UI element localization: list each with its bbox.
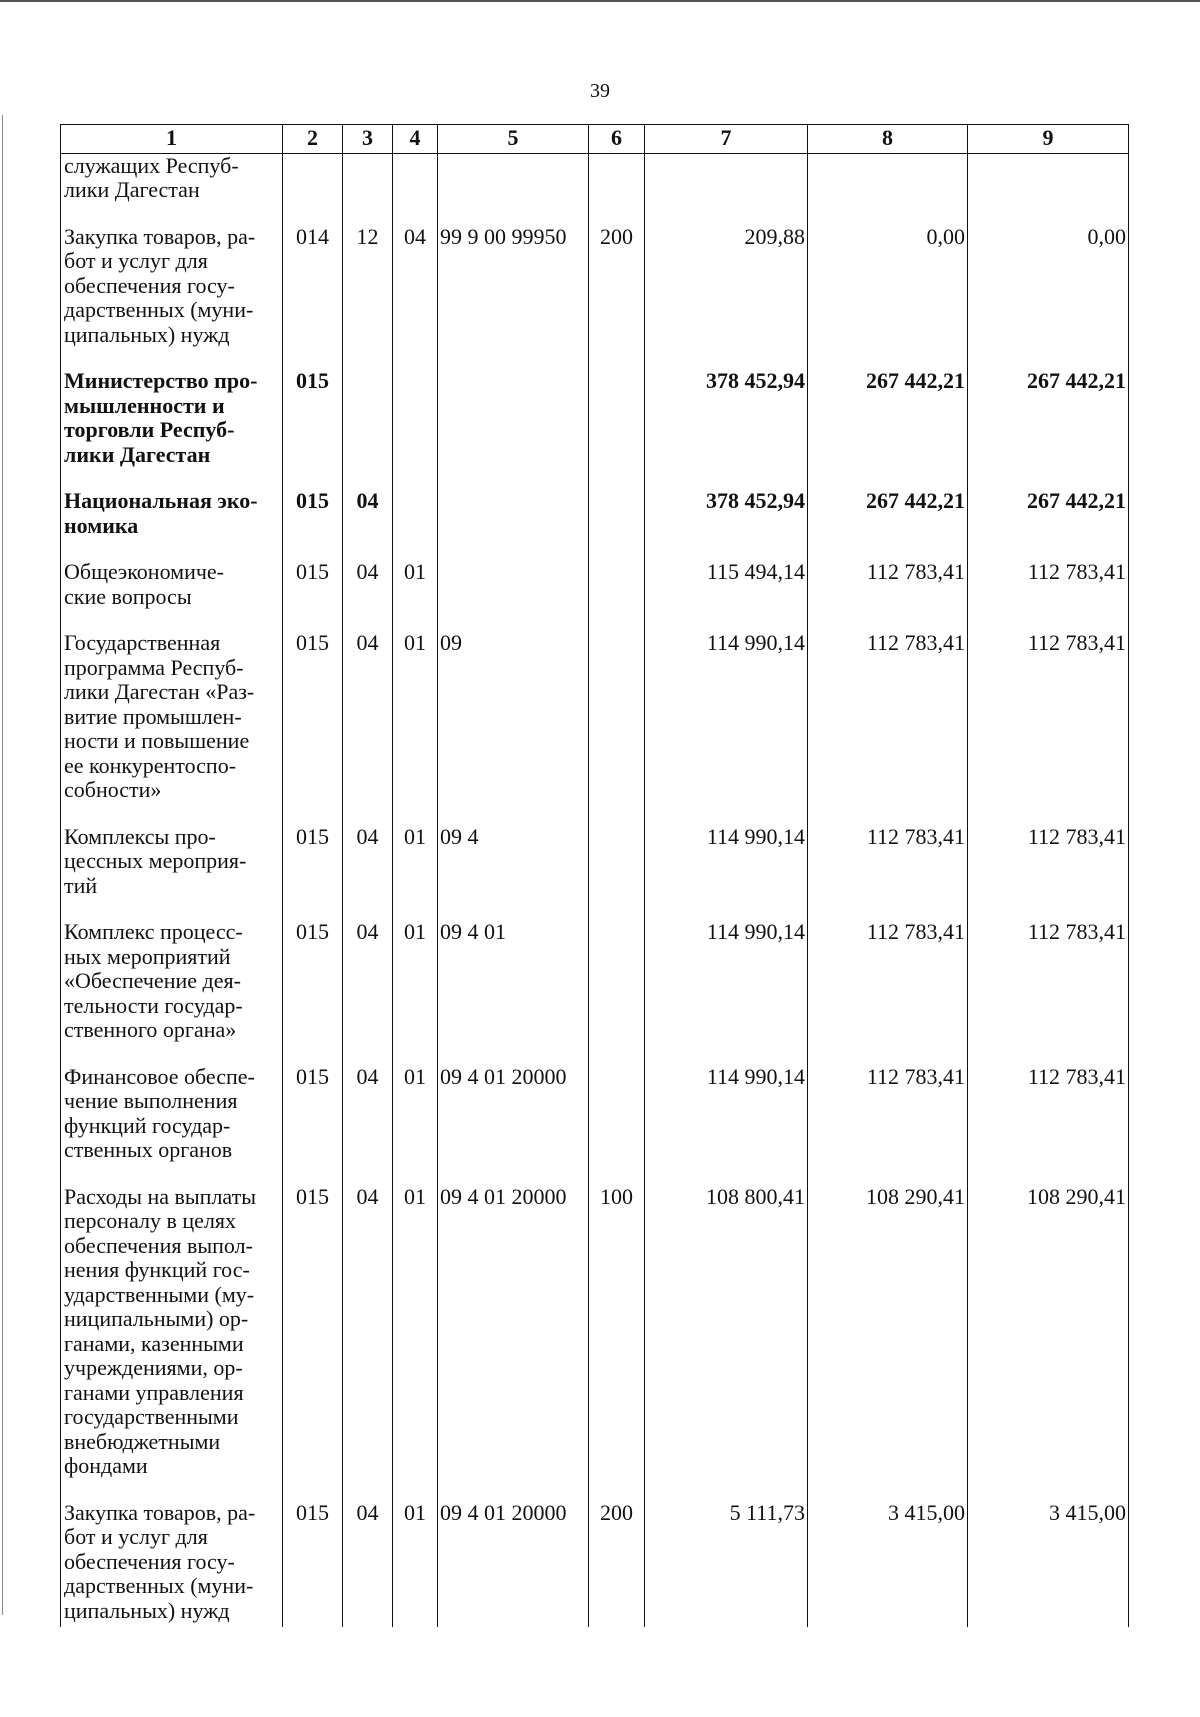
- cell-amount-8: 112 783,41: [808, 920, 968, 1065]
- cell-amount-8: 112 783,41: [808, 560, 968, 631]
- column-header-9: 9: [968, 125, 1129, 154]
- cell-ministry-code: 015: [283, 631, 343, 825]
- column-header-2: 2: [283, 125, 343, 154]
- cell-amount-8: 112 783,41: [808, 825, 968, 921]
- cell-expense-type: 200: [589, 225, 645, 370]
- cell-section-code: 04: [343, 1185, 393, 1501]
- cell-amount-9: 112 783,41: [968, 560, 1129, 631]
- cell-section-code: [343, 369, 393, 489]
- cell-amount-7: 378 452,94: [645, 489, 808, 560]
- column-header-4: 4: [393, 125, 438, 154]
- cell-amount-7: 115 494,14: [645, 560, 808, 631]
- cell-amount-7: 378 452,94: [645, 369, 808, 489]
- cell-amount-9: 112 783,41: [968, 1065, 1129, 1185]
- cell-amount-8: 3 415,00: [808, 1501, 968, 1628]
- cell-amount-7: 5 111,73: [645, 1501, 808, 1628]
- cell-target-article: [438, 369, 589, 489]
- cell-target-article: 09 4 01 20000: [438, 1501, 589, 1628]
- cell-section-code: 04: [343, 560, 393, 631]
- column-header-1: 1: [61, 125, 283, 154]
- cell-ministry-code: 015: [283, 825, 343, 921]
- scan-edge-left: [2, 115, 3, 1615]
- cell-name: Закупка товаров, ра- бот и услуг для обеспечения госу- дарственных (муни- ципальных) нужд: [61, 225, 283, 370]
- table-row: [61, 489, 1129, 560]
- cell-target-article: 09 4: [438, 825, 589, 921]
- cell-subsection-code: [393, 489, 438, 560]
- cell-ministry-code: [283, 153, 343, 225]
- cell-ministry-code: 014: [283, 225, 343, 370]
- cell-target-article: 09 4 01: [438, 920, 589, 1065]
- cell-section-code: 04: [343, 1065, 393, 1185]
- cell-amount-9: 267 442,21: [968, 489, 1129, 560]
- cell-expense-type: [589, 489, 645, 560]
- cell-amount-9: 108 290,41: [968, 1185, 1129, 1501]
- cell-amount-7: 209,88: [645, 225, 808, 370]
- cell-expense-type: [589, 560, 645, 631]
- cell-name: Закупка товаров, ра- бот и услуг для обеспечения госу- дарственных (муни- ципальных) нужд: [61, 1501, 283, 1628]
- column-header-7: 7: [645, 125, 808, 154]
- column-header-3: 3: [343, 125, 393, 154]
- cell-ministry-code: 015: [283, 1501, 343, 1628]
- table-row: [61, 1065, 1129, 1185]
- cell-expense-type: [589, 920, 645, 1065]
- cell-expense-type: [589, 153, 645, 225]
- cell-ministry-code: 015: [283, 560, 343, 631]
- cell-target-article: 09: [438, 631, 589, 825]
- cell-expense-type: 100: [589, 1185, 645, 1501]
- cell-name: Комплексы про- цессных мероприя- тий: [61, 825, 283, 921]
- table-row: [61, 153, 1129, 225]
- cell-amount-8: 267 442,21: [808, 369, 968, 489]
- cell-section-code: 04: [343, 920, 393, 1065]
- cell-amount-9: 112 783,41: [968, 631, 1129, 825]
- cell-expense-type: [589, 369, 645, 489]
- cell-section-code: [343, 153, 393, 225]
- cell-amount-7: 114 990,14: [645, 631, 808, 825]
- cell-target-article: 09 4 01 20000: [438, 1185, 589, 1501]
- scan-edge-top: [0, 0, 1200, 2]
- page-number: 39: [590, 80, 610, 102]
- cell-ministry-code: 015: [283, 369, 343, 489]
- cell-amount-8: 112 783,41: [808, 1065, 968, 1185]
- cell-amount-7: [645, 153, 808, 225]
- cell-amount-7: 114 990,14: [645, 920, 808, 1065]
- cell-amount-9: 0,00: [968, 225, 1129, 370]
- table-body: [61, 153, 1129, 1627]
- cell-amount-8: 112 783,41: [808, 631, 968, 825]
- cell-subsection-code: 01: [393, 560, 438, 631]
- cell-subsection-code: [393, 369, 438, 489]
- cell-name: Комплекс процесс- ных мероприятий «Обеспечение дея- тельности государ- ственного органа»: [61, 920, 283, 1065]
- cell-amount-8: 0,00: [808, 225, 968, 370]
- cell-name: Финансовое обеспе- чение выполнения функций государ- ственных органов: [61, 1065, 283, 1185]
- cell-target-article: [438, 560, 589, 631]
- cell-subsection-code: 01: [393, 1501, 438, 1628]
- cell-section-code: 04: [343, 1501, 393, 1628]
- cell-subsection-code: 01: [393, 1185, 438, 1501]
- cell-subsection-code: 01: [393, 631, 438, 825]
- cell-expense-type: [589, 825, 645, 921]
- cell-section-code: 04: [343, 631, 393, 825]
- cell-amount-8: [808, 153, 968, 225]
- table-row: [61, 225, 1129, 370]
- table-row: [61, 1501, 1129, 1628]
- cell-ministry-code: 015: [283, 920, 343, 1065]
- cell-section-code: 12: [343, 225, 393, 370]
- table-header-row: [61, 125, 1129, 154]
- cell-section-code: 04: [343, 825, 393, 921]
- cell-ministry-code: 015: [283, 1065, 343, 1185]
- column-header-8: 8: [808, 125, 968, 154]
- cell-target-article: 99 9 00 99950: [438, 225, 589, 370]
- cell-amount-9: 267 442,21: [968, 369, 1129, 489]
- cell-expense-type: [589, 1065, 645, 1185]
- cell-amount-9: 112 783,41: [968, 920, 1129, 1065]
- cell-target-article: 09 4 01 20000: [438, 1065, 589, 1185]
- table-row: [61, 1185, 1129, 1501]
- table-row: [61, 920, 1129, 1065]
- column-header-6: 6: [589, 125, 645, 154]
- cell-amount-7: 114 990,14: [645, 1065, 808, 1185]
- cell-subsection-code: 01: [393, 920, 438, 1065]
- table-row: [61, 631, 1129, 825]
- cell-ministry-code: 015: [283, 489, 343, 560]
- cell-amount-9: 3 415,00: [968, 1501, 1129, 1628]
- cell-name: Расходы на выплаты персоналу в целях обеспечения выпол- нения функций гос- ударственными (му- ниципальными) ор- ганами, казенными учреждениями, ор- ганами управления государственными внебюджетными фондами: [61, 1185, 283, 1501]
- cell-name: Государственная программа Респуб- лики Дагестан «Раз- витие промышлен- ности и повышение ее конкурентоспо- собности»: [61, 631, 283, 825]
- cell-target-article: [438, 153, 589, 225]
- cell-amount-8: 267 442,21: [808, 489, 968, 560]
- budget-table: [60, 124, 1129, 1627]
- cell-ministry-code: 015: [283, 1185, 343, 1501]
- cell-subsection-code: 04: [393, 225, 438, 370]
- cell-name: Национальная эко- номика: [61, 489, 283, 560]
- cell-target-article: [438, 489, 589, 560]
- cell-subsection-code: 01: [393, 1065, 438, 1185]
- cell-amount-7: 114 990,14: [645, 825, 808, 921]
- table-row: [61, 369, 1129, 489]
- column-header-5: 5: [438, 125, 589, 154]
- cell-name: Министерство про- мышленности и торговли Респуб- лики Дагестан: [61, 369, 283, 489]
- cell-amount-7: 108 800,41: [645, 1185, 808, 1501]
- cell-subsection-code: [393, 153, 438, 225]
- cell-amount-9: 112 783,41: [968, 825, 1129, 921]
- cell-expense-type: [589, 631, 645, 825]
- cell-amount-9: [968, 153, 1129, 225]
- cell-name: Общеэкономиче- ские вопросы: [61, 560, 283, 631]
- cell-subsection-code: 01: [393, 825, 438, 921]
- cell-section-code: 04: [343, 489, 393, 560]
- table-row: [61, 825, 1129, 921]
- cell-name: служащих Респуб- лики Дагестан: [61, 153, 283, 225]
- table-row: [61, 560, 1129, 631]
- cell-amount-8: 108 290,41: [808, 1185, 968, 1501]
- cell-expense-type: 200: [589, 1501, 645, 1628]
